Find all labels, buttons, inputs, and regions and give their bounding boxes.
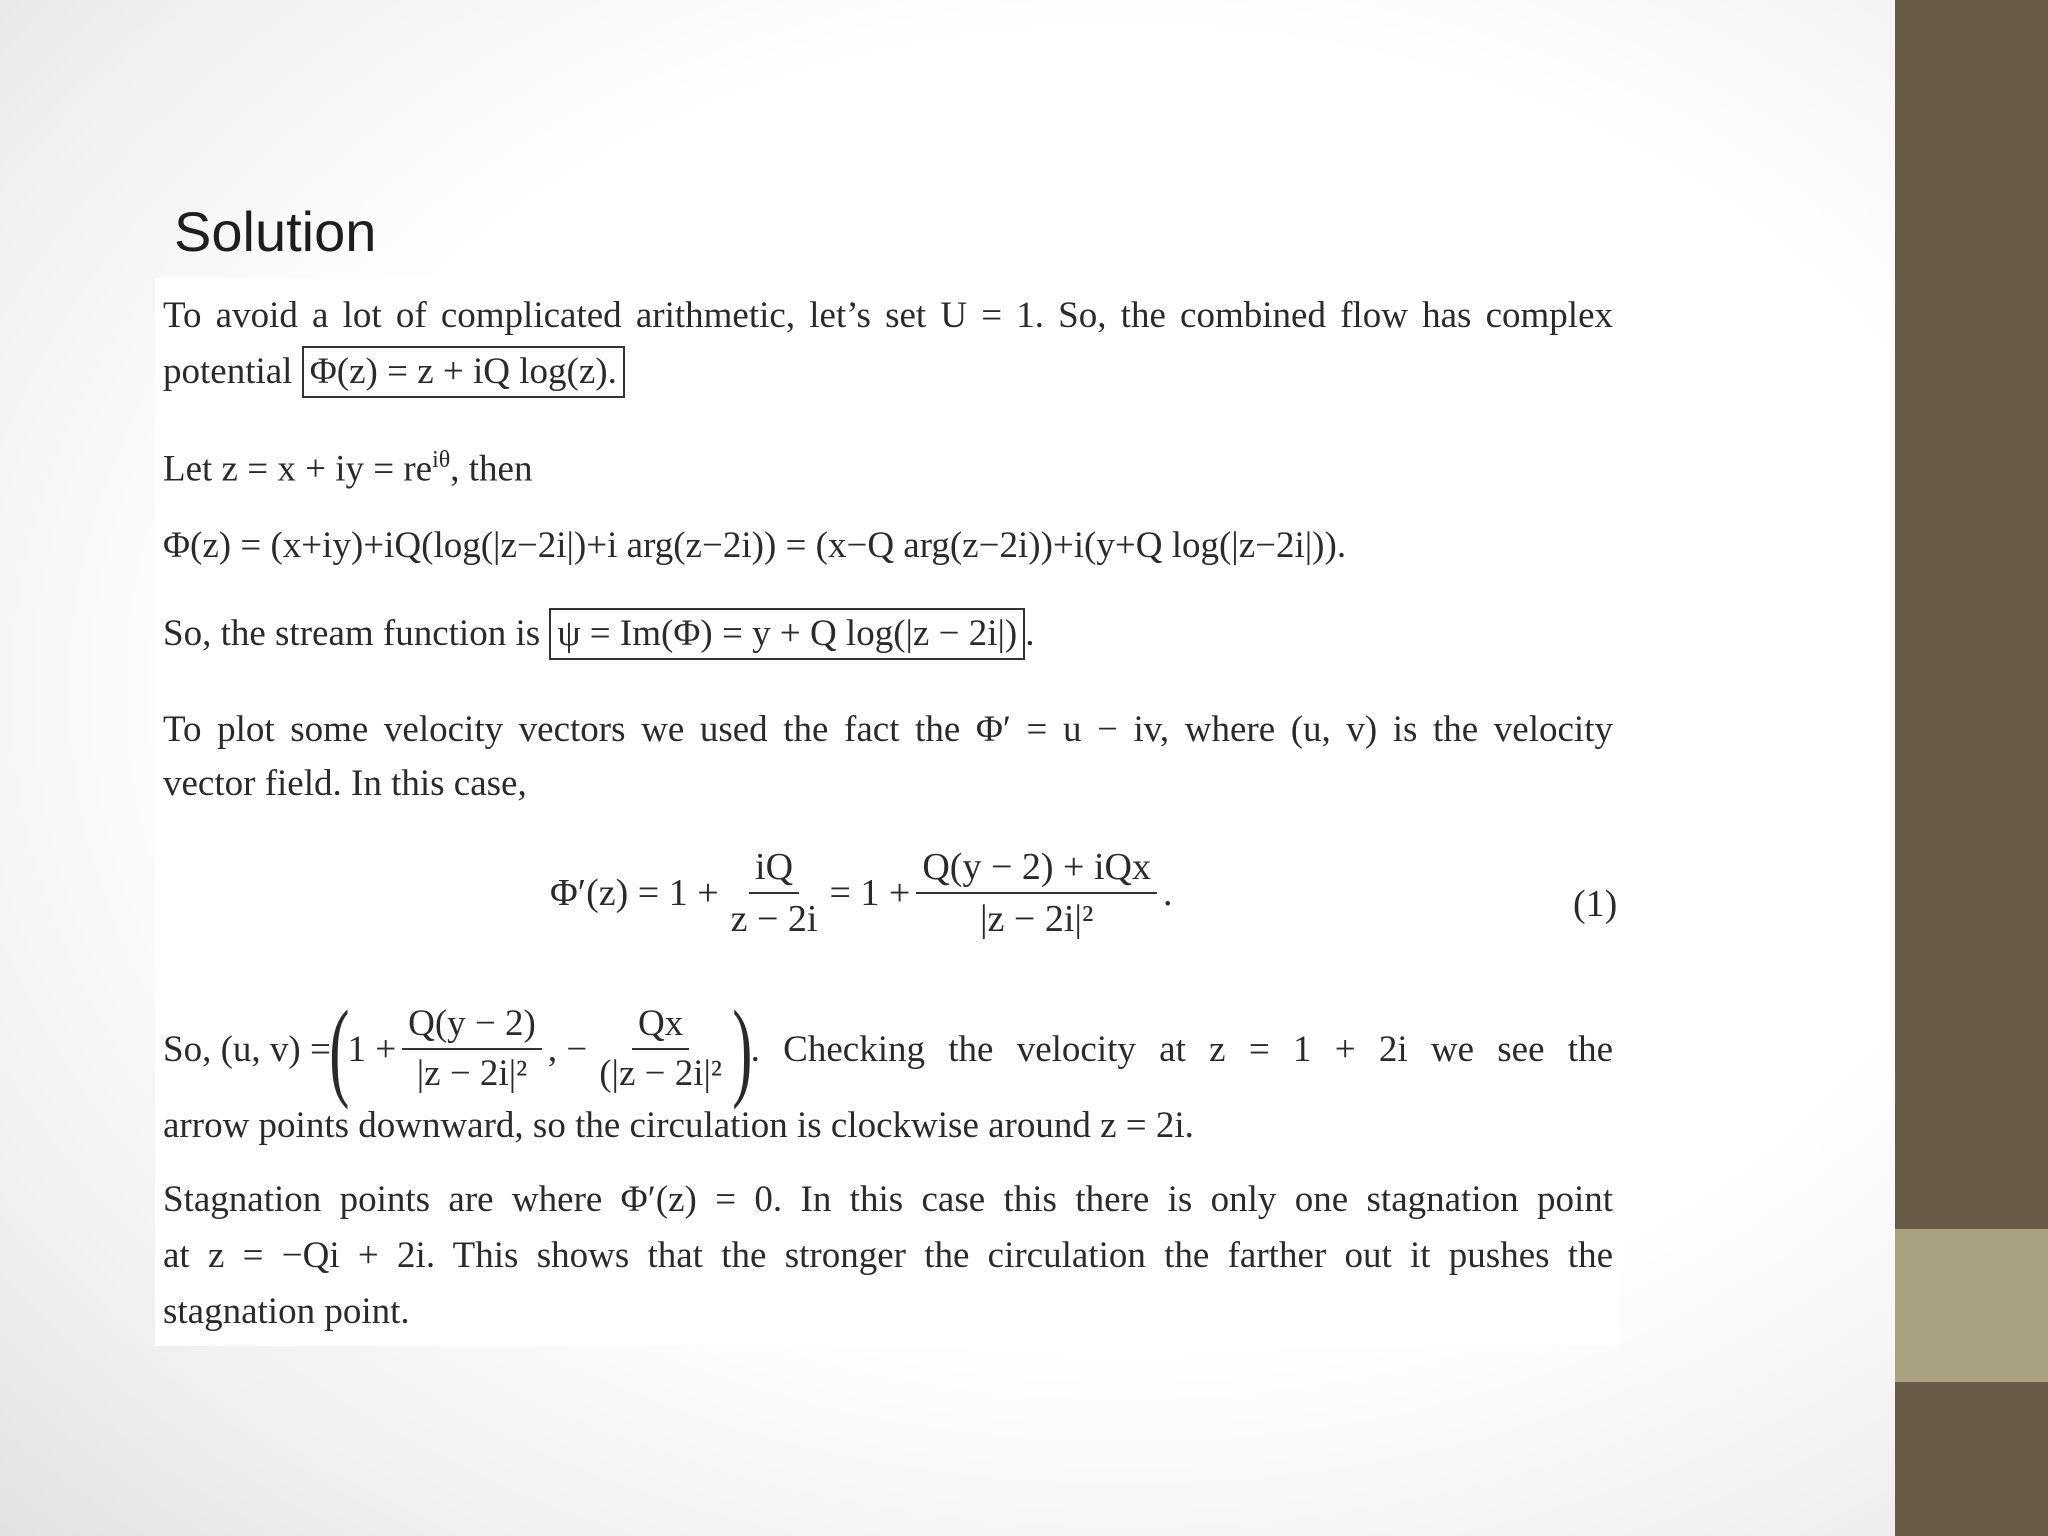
eq-lhs: Φ′(z) = 1 +	[550, 872, 719, 914]
stream-suffix: .	[1025, 613, 1035, 654]
right-paren: )	[732, 988, 753, 1110]
intro-line-1: To avoid a lot of complicated arithmetic, let’s set U = 1. So, the combined flow has complex	[163, 295, 1613, 336]
stagnation-line-2: at z = −Qi + 2i. This shows that the stronger the circulation the farther out it pushes the	[163, 1235, 1613, 1276]
velocity-line-2: vector field. In this case,	[163, 763, 527, 804]
left-paren: (	[329, 988, 350, 1110]
eq-mid: = 1 +	[829, 872, 911, 914]
sidebar-accent-block	[1895, 1229, 2048, 1382]
intro-line-2	[163, 346, 625, 398]
stagnation-line-3: stagnation point.	[163, 1291, 410, 1332]
uv-frac-2-num: Qx	[632, 1004, 689, 1050]
phi-expansion: Φ(z) = (x+iy)+iQ(log(|z−2i|)+i arg(z−2i)) = (x−Q arg(z−2i))+i(y+Q log(|z−2i|)).	[163, 525, 1347, 566]
velocity-line-1: To plot some velocity vectors we used the fact the Φ′ = u − iv, where (u, v) is the velocity	[163, 709, 1613, 750]
let-line: Let z = x + iy = $re^{i\theta}$, then	[163, 447, 533, 490]
stream-prefix: So, the stream function is	[163, 613, 541, 654]
arrow-line: arrow points downward, so the circulation is clockwise around z = 2i.	[163, 1105, 1194, 1146]
uv-line	[163, 988, 1613, 1110]
uv-frac-1	[402, 1004, 542, 1094]
uv-suffix: . Checking the velocity at z = 1 + 2i we see the	[750, 1028, 1613, 1070]
stream-boxed: ψ = Im(Φ) = y + Q log(|z − 2i|)	[549, 608, 1025, 660]
eq-frac-1	[725, 846, 824, 940]
uv-frac-2	[593, 1004, 728, 1094]
eq-frac-1-num: iQ	[749, 846, 799, 894]
eq-frac-2	[916, 846, 1157, 940]
uv-one-plus: 1 +	[347, 1028, 397, 1070]
uv-frac-1-num: Q(y − 2)	[402, 1004, 542, 1050]
stream-line	[163, 608, 1034, 660]
uv-sep: , −	[547, 1028, 588, 1070]
solution-content	[155, 278, 1620, 1346]
eq-end: .	[1162, 872, 1173, 914]
intro-prefix: potential	[163, 351, 293, 392]
uv-frac-2-den: (|z − 2i|²	[599, 1053, 723, 1094]
uv-prefix: So, (u, v) =	[163, 1028, 331, 1070]
eq-frac-2-num: Q(y − 2) + iQx	[916, 846, 1157, 894]
eq-frac-1-den: z − 2i	[730, 898, 818, 940]
stagnation-line-1: Stagnation points are where Φ′(z) = 0. In this case this there is only one stagnation point	[163, 1179, 1613, 1220]
equation-number: (1)	[1573, 883, 1618, 925]
eq-frac-2-den: |z − 2i|²	[979, 898, 1094, 940]
slide-title: Solution	[174, 200, 377, 263]
potential-boxed: Φ(z) = z + iQ log(z).	[302, 346, 625, 398]
uv-frac-1-den: |z − 2i|²	[416, 1053, 528, 1094]
equation-1	[550, 846, 1172, 940]
